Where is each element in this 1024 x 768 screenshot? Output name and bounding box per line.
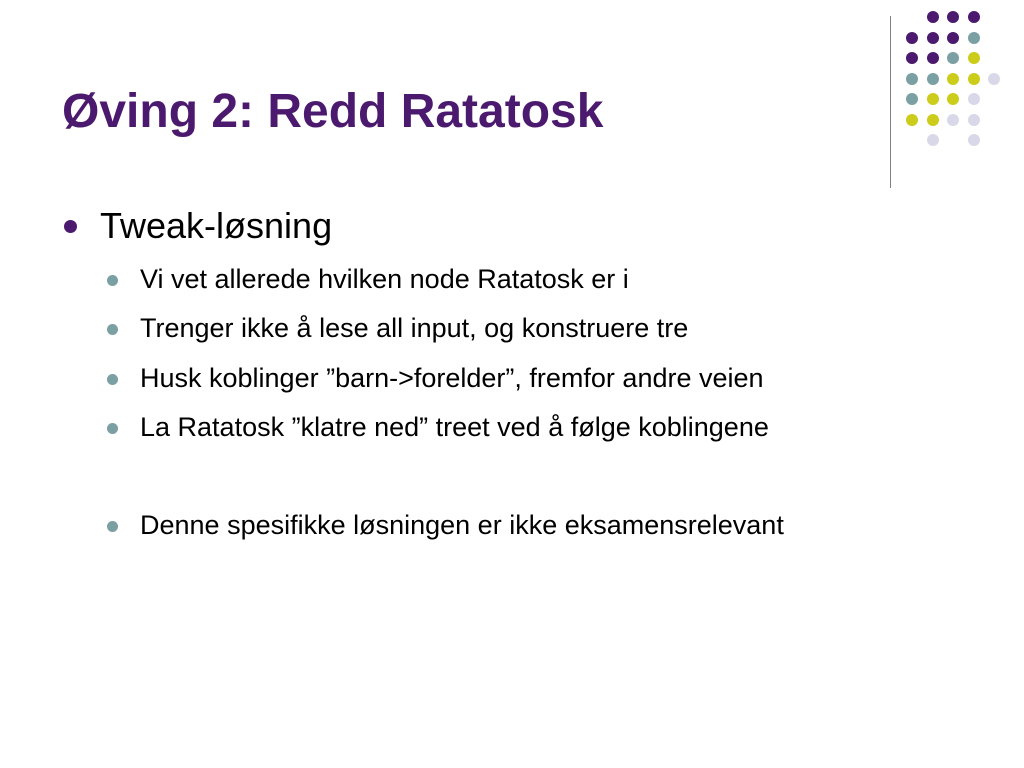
bullet-item-no-input [140,315,688,342]
bullet-marker [107,275,118,286]
decorative-dot [906,52,918,64]
bullet-item-child-parent-links [140,365,764,392]
decorative-dot [927,93,939,105]
bullet-item-node-known [140,266,629,293]
bullet-text: La Ratatosk ”klatre ned” treet ved å følge koblingene [140,412,769,442]
decorative-dot [968,11,980,23]
decorative-dot [968,73,980,85]
decorative-dot [906,114,918,126]
decorative-dot [947,93,959,105]
bullet-marker [64,220,77,233]
slide-title: Øving 2: Redd Ratatosk [62,85,604,138]
bullet-text: Husk koblinger ”barn->forelder”, fremfor andre veien [140,363,764,393]
decorative-dot [968,114,980,126]
decorative-dot [947,32,959,44]
decorative-dot [968,32,980,44]
decorative-dot [927,134,939,146]
decorative-dot [927,32,939,44]
decorative-dot [947,11,959,23]
bullet-text: Trenger ikke å lese all input, og konstruere tre [140,313,689,343]
decorative-dot [968,93,980,105]
decorative-dot [906,93,918,105]
bullet-item-tweak-losning [100,205,333,246]
bullet-marker [107,423,118,434]
decorative-dot [968,134,980,146]
bullet-marker [107,374,118,385]
bullet-item-climb-down [140,414,769,441]
decorative-dot [947,73,959,85]
bullet-marker [107,324,118,335]
decorative-dot [927,52,939,64]
decorative-dot [906,32,918,44]
decorative-dot [968,52,980,64]
bullet-text: Denne spesifikke løsningen er ikke eksamensrelevant [140,510,784,540]
decorative-dot [927,11,939,23]
decorative-dot [906,73,918,85]
decorative-dot [947,114,959,126]
decorative-dot [988,73,1000,85]
bullet-marker [107,521,118,532]
decorative-dot [927,114,939,126]
bullet-text: Vi vet allerede hvilken node Ratatosk er i [140,264,629,294]
bullet-text: Tweak-løsning [100,205,333,246]
decorative-dot [927,73,939,85]
decorative-divider [890,16,891,188]
bullet-item-not-exam-relevant [140,512,784,539]
decorative-dot [947,52,959,64]
